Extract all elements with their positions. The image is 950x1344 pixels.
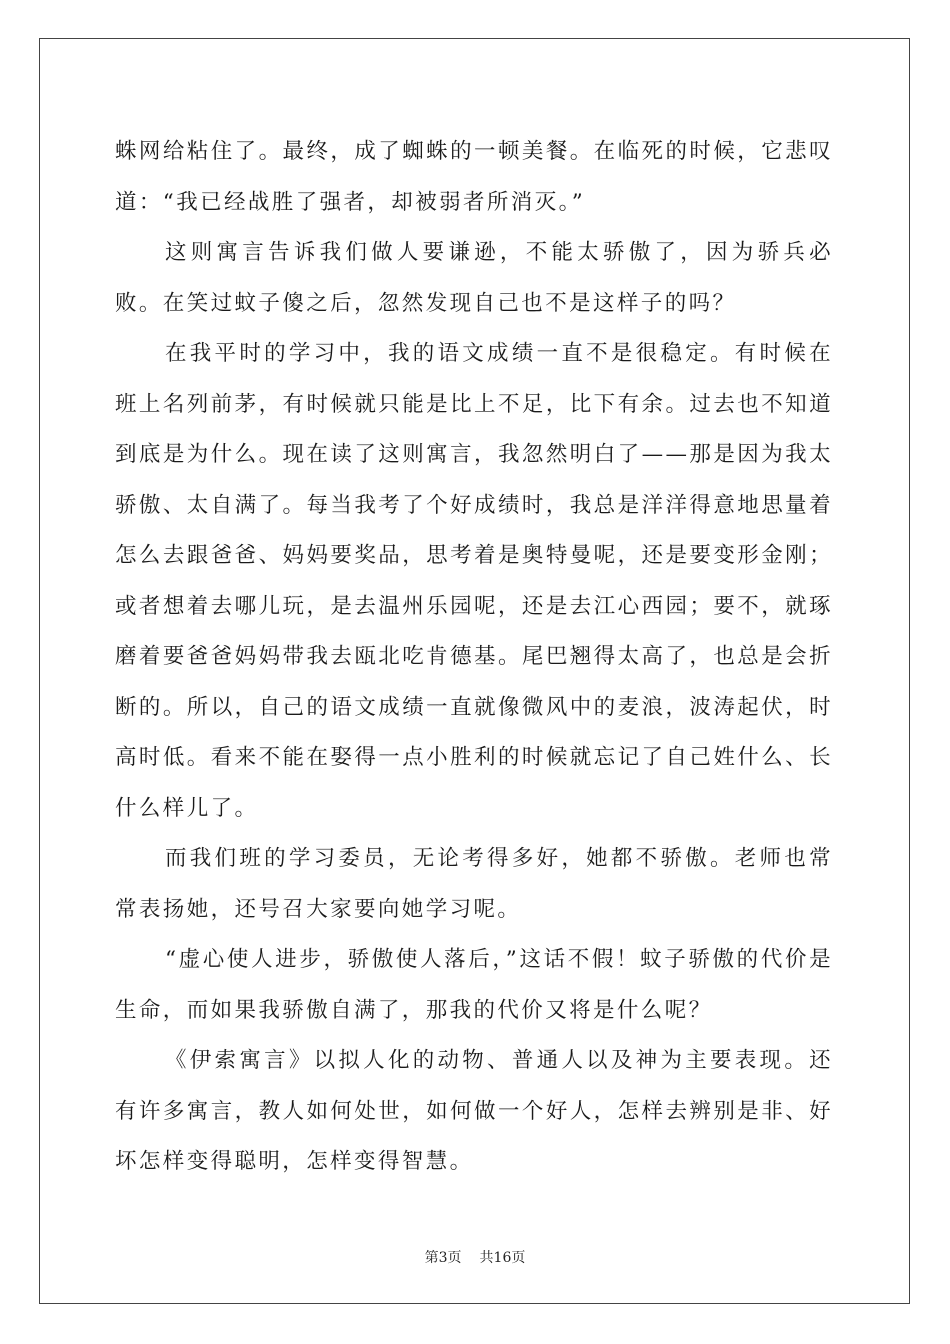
document-body: [115, 127, 833, 1188]
page-number: 第3页: [424, 1250, 462, 1266]
paragraph-3: 在我平时的学习中，我的语文成绩一直不是很稳定。有时候在班上名列前茅，有时候就只能是比上不足，比下有余。过去也不知道到底是为什么。现在读了这则寓言，我忽然明白了——那是因为我太骄傲、太自满了。每当我考了个好成绩时，我总是洋洋得意地思量着怎么去跟爸爸、妈妈要奖品，思考着是奥特曼呢，还是要变形金刚；或者想着去哪儿玩，是去温州乐园呢，还是去江心西园；要不，就琢磨着要爸爸妈妈带我去瓯北吃肯德基。尾巴翘得太高了，也总是会折断的。所以，自己的语文成绩一直就像微风中的麦浪，波涛起伏，时高时低。看来不能在娶得一点小胜利的时候就忘记了自己姓什么、长什么样儿了。: [115, 341, 833, 821]
page-footer: [0, 1248, 950, 1268]
paragraph-4: 而我们班的学习委员，无论考得多好，她都不骄傲。老师也常常表扬她，还号召大家要向她学习呢。: [115, 846, 833, 922]
paragraph-2: 这则寓言告诉我们做人要谦逊，不能太骄傲了，因为骄兵必败。在笑过蚊子傻之后，忽然发现自己也不是这样子的吗？: [115, 240, 833, 316]
paragraph-6: 《伊索寓言》以拟人化的动物、普通人以及神为主要表现。还有许多寓言，教人如何处世，如何做一个好人，怎样去辨别是非、好坏怎样变得聪明，怎样变得智慧。: [115, 1048, 833, 1174]
paragraph-5: “虚心使人进步，骄傲使人落后，”这话不假！蚊子骄傲的代价是生命，而如果我骄傲自满了，那我的代价又将是什么呢？: [115, 947, 833, 1023]
page-total: 共16页: [479, 1250, 526, 1266]
paragraph-1: 蛛网给粘住了。最终，成了蜘蛛的一顿美餐。在临死的时候，它悲叹道：“我已经战胜了强者，却被弱者所消灭。”: [115, 139, 833, 215]
